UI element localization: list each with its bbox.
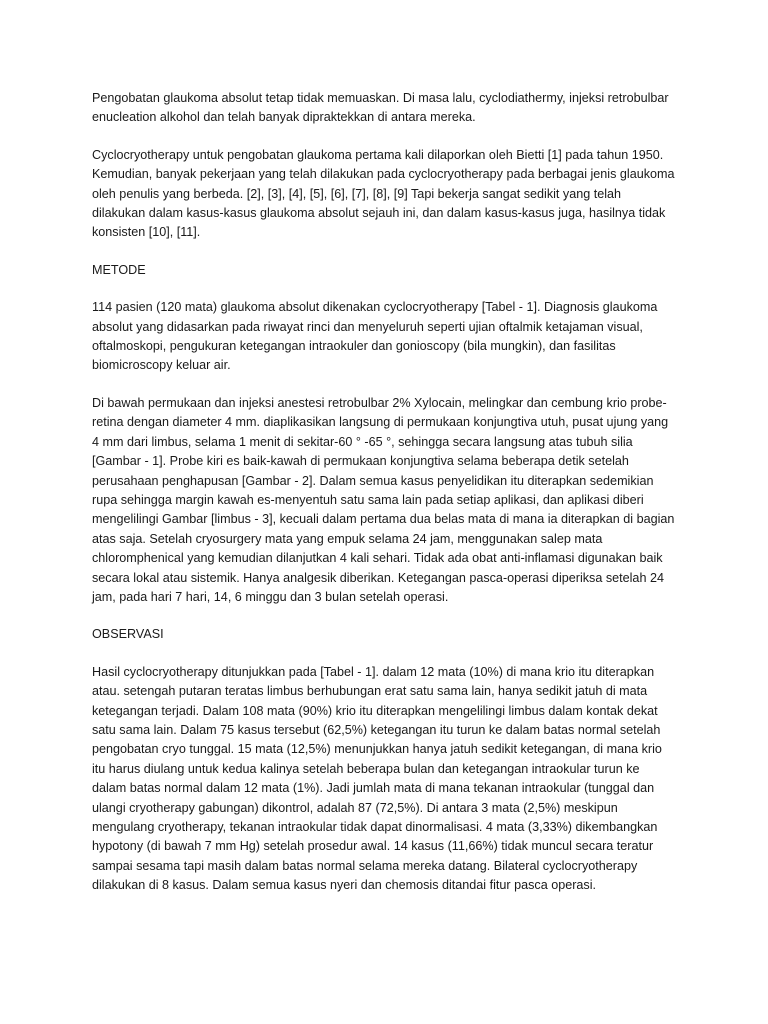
paragraph-line: ulangi cryotherapy gabungan) dikontrol, adalah 87 (72,5%). Di antara 3 mata (2,5%) meskipun — [92, 800, 618, 815]
paragraph-line: mengelilingi Gambar [limbus - 3], kecuali dalam pertama dua belas mata di mana ia diterapkan di bagian — [92, 512, 675, 527]
paragraph-line: itu harus diulang untuk kedua kalinya setelah beberapa bulan dan ketegangan intraokular turun ke — [92, 761, 640, 776]
paragraph — [92, 394, 682, 607]
paragraph-line: absolut yang didasarkan pada riwayat rinci dan menyeluruh seperti ujian oftalmik ketajaman visual, — [92, 319, 643, 334]
paragraph-line: Hasil cyclocryotherapy ditunjukkan pada [Tabel - 1]. dalam 12 mata (10%) di mana krio itu diterapkan — [92, 664, 655, 679]
section-heading — [92, 261, 682, 280]
paragraph-line: perusahaan penghapusan [Gambar - 2]. Dalam semua kasus penyelidikan itu diterapkan sedemikian — [92, 473, 654, 488]
paragraph-line: chloromphenical yang kemudian dilanjutkan 4 kali sehari. Tidak ada obat anti-inflamasi digunakan baik — [92, 551, 663, 566]
paragraph — [92, 146, 682, 243]
paragraph-line: biomicroscopy keluar air. — [92, 358, 231, 373]
paragraph-line: ketegangan terjadi. Dalam 108 mata (90%) krio itu diterapkan mengelilingi limbus dalam kontak dekat — [92, 703, 658, 718]
paragraph-line: sampai sesama tapi masih dalam batas normal selama mereka datang. Bilateral cyclocryotherapy — [92, 858, 638, 873]
paragraph-line: Pengobatan glaukoma absolut tetap tidak memuaskan. Di masa lalu, cyclodiathermy, injeksi retrobulbar — [92, 91, 669, 105]
paragraph-line: dilakukan di 8 kasus. Dalam semua kasus nyeri dan chemosis ditandai fitur pasca operasi. — [92, 878, 597, 893]
paragraph-line: atau. setengah putaran teratas limbus berhubungan erat satu sama lain, hanya sedikit jatuh di mata — [92, 684, 648, 699]
paragraph-line: rupa sehingga margin kawah es-menyentuh satu sama lain pada setiap aplikasi, dan aplikasi diberi — [92, 492, 644, 507]
section-heading-text: METODE — [92, 262, 146, 277]
paragraph-line: 4 mm dari limbus, selama 1 menit di sekitar-60 ° -65 °, sehingga secara langsung atas tubuh silia — [92, 434, 633, 449]
paragraph-line: [Gambar - 1]. Probe kiri es baik-kawah di permukaan konjungtiva selama beberapa detik setelah — [92, 454, 629, 469]
paragraph-line: retina dengan diameter 4 mm. diaplikasikan langsung di permukaan konjungtiva utuh, pusat ujung yang — [92, 415, 669, 430]
paragraph-line: atas saja. Setelah cryosurgery mata yang empuk selama 24 jam, menggunakan salep mata — [92, 531, 603, 546]
paragraph-line: dalam batas normal dalam 12 mata (1%). Jadi jumlah mata di mana tekanan intraokular (tunggal dan — [92, 781, 655, 796]
paragraph-line: dilakukan dalam kasus-kasus glaukoma absolut sejauh ini, dan dalam kasus-kasus juga, hasilnya tidak — [92, 206, 666, 221]
paragraph-line: Cyclocryotherapy untuk pengobatan glaukoma pertama kali dilaporkan oleh Bietti [1] pada tahun 1950. — [92, 147, 664, 162]
paragraph — [92, 89, 682, 128]
paragraph-line: Di bawah permukaan dan injeksi anestesi retrobulbar 2% Xylocain, melingkar dan cembung krio probe- — [92, 395, 667, 410]
paragraph — [92, 663, 682, 896]
paragraph-line: enucleation alkohol dan telah banyak dipraktekkan di antara mereka. — [92, 110, 476, 125]
section-heading — [92, 625, 682, 644]
paragraph-line: mengulang cryotherapy, tekanan intraokular tidak dapat dinormalisasi. 4 mata (3,33%) dikembangkan — [92, 820, 658, 834]
paragraph-line: secara lokal atau sistemik. Hanya analgesik diberikan. Ketegangan pasca-operasi diperiksa setelah 24 — [92, 570, 664, 585]
paragraph-line: jam, pada hari 7 hari, 14, 6 minggu dan 3 bulan setelah operasi. — [92, 589, 449, 604]
paragraph-line: satu sama lain. Dalam 75 kasus tersebut (62,5%) ketegangan itu turun ke dalam batas normal setelah — [92, 722, 661, 737]
paragraph-line: oftalmoskopi, pengukuran ketegangan intraokuler dan gonioscopy (bila mungkin), dan fasilitas — [92, 339, 616, 354]
paragraph-line: pengobatan cryo tunggal. 15 mata (12,5%) menunjukkan hanya jatuh sedikit ketegangan, di mana krio — [92, 742, 662, 757]
paragraph-line: oleh penulis yang berbeda. [2], [3], [4], [5], [6], [7], [8], [9] Tapi bekerja sangat sedikit yang telah — [92, 186, 622, 201]
section-heading-text: OBSERVASI — [92, 627, 164, 642]
paragraph-line: konsisten [10], [11]. — [92, 225, 201, 240]
paragraph-line: Kemudian, banyak pekerjaan yang telah dilakukan pada cyclocryotherapy pada berbagai jenis glaukoma — [92, 167, 675, 182]
paragraph — [92, 298, 682, 376]
paragraph-line: hypotony (di bawah 7 mm Hg) setelah prosedur awal. 14 kasus (11,66%) tidak muncul secara teratur — [92, 839, 654, 854]
document-body — [92, 89, 682, 896]
paragraph-line: 114 pasien (120 mata) glaukoma absolut dikenakan cyclocryotherapy [Tabel - 1]. Diagnosis glaukoma — [92, 300, 658, 315]
